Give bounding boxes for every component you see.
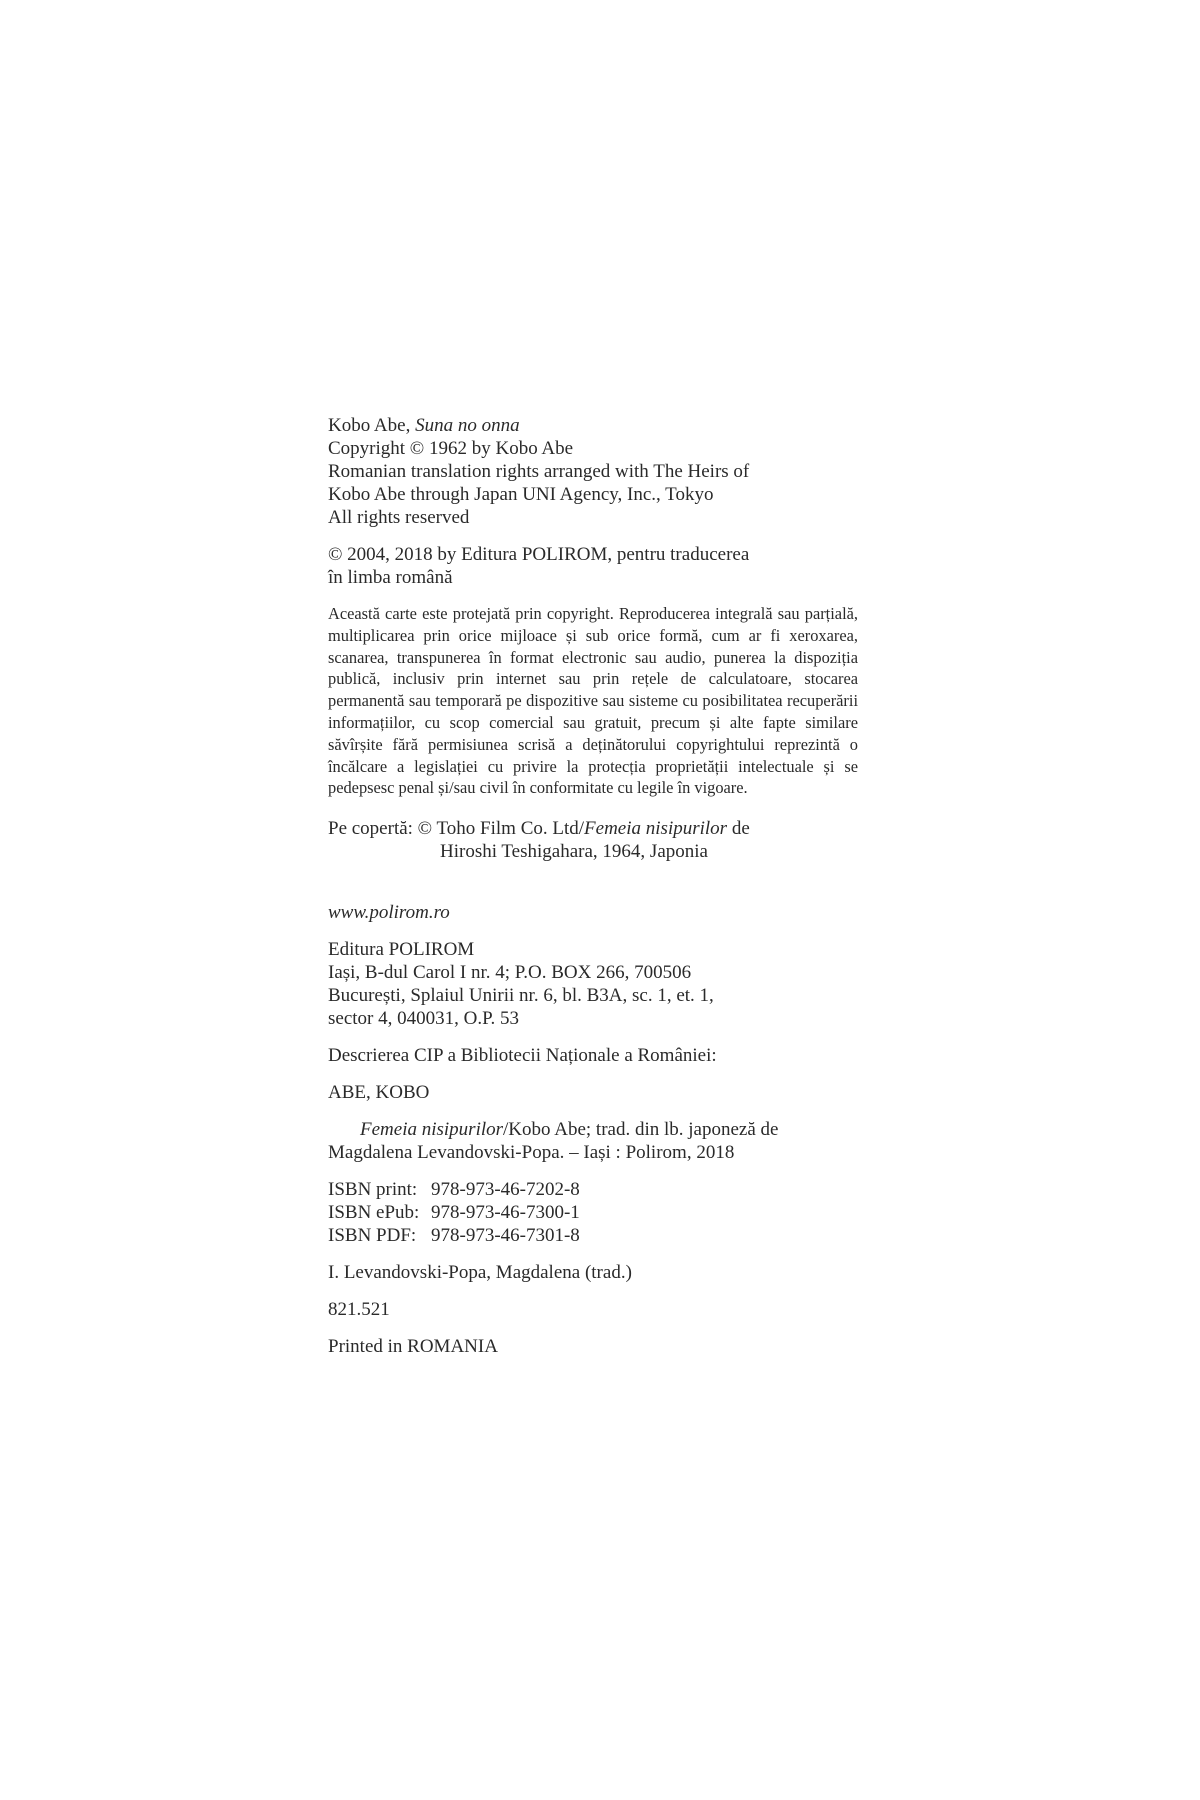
- cover-credit-line-2: Hiroshi Teshigahara, 1964, Japonia: [440, 841, 708, 863]
- isbn-value: 978-973-46-7202-8: [431, 1179, 580, 1201]
- cover-film-title: Femeia nisipurilor: [584, 818, 728, 840]
- publisher-address-3: sector 4, 040031, O.P. 53: [328, 1008, 520, 1030]
- isbn-label: ISBN PDF:: [328, 1225, 417, 1247]
- cip-author: ABE, KOBO: [328, 1082, 430, 1104]
- publisher-address-1: Iași, B-dul Carol I nr. 4; P.O. BOX 266, 700506: [328, 962, 692, 984]
- translation-copyright-line-2: în limba română: [328, 567, 453, 588]
- publisher-block: [328, 938, 858, 1030]
- cover-credit-suffix: de: [727, 818, 750, 840]
- isbn-row: [328, 1201, 858, 1224]
- publisher-name: Editura POLIROM: [328, 939, 475, 961]
- isbn-label: ISBN print:: [328, 1179, 418, 1201]
- legal-notice-block: [328, 603, 858, 799]
- printed-in: Printed in ROMANIA: [328, 1336, 498, 1358]
- isbn-label: ISBN ePub:: [328, 1202, 420, 1224]
- author-title-line: [328, 414, 858, 437]
- cip-title-block: [328, 1118, 858, 1164]
- cover-credit-block: [328, 817, 858, 863]
- cip-classification: 821.521: [328, 1299, 390, 1321]
- author-name: Kobo Abe,: [328, 415, 416, 436]
- rights-reserved: All rights reserved: [328, 507, 470, 528]
- isbn-list: [328, 1178, 858, 1247]
- cip-title-italic: Femeia nisipurilor: [360, 1119, 504, 1141]
- original-copyright-block: [328, 414, 858, 529]
- cip-translator: I. Levandovski-Popa, Magdalena (trad.): [328, 1262, 632, 1284]
- legal-notice: Această carte este protejată prin copyright. Reproducerea integrală sau parțială, multiplicarea prin orice mijloace și sub orice formă, cum ar fi xeroxarea, scanarea, transpunerea în format electronic sau audio, punerea la dispoziția publică, inclusiv prin internet sau prin rețele de calculatoare, stocarea permanentă sau temporară pe dispozitive sau sisteme cu posibilitatea recuperării informațiilor, cu scop comercial sau gratuit, precum și alte fapte similare săvîrșite fără permisiunea scrisă a deținătorului copyrightului reprezintă o încălcare a legislației cu privire la protecția proprietății intelectuale și se pedepsesc penal și/sau civil în conformitate cu legile în vigoare.: [328, 604, 858, 798]
- cip-title-line-2: Magdalena Levandovski-Popa. – Iași : Polirom, 2018: [328, 1142, 735, 1164]
- cover-credit-prefix: Pe copertă: © Toho Film Co. Ltd/: [328, 818, 585, 840]
- rights-line-2: Kobo Abe through Japan UNI Agency, Inc., Tokyo: [328, 484, 714, 505]
- cip-title-rest: /Kobo Abe; trad. din lb. japoneză de: [503, 1119, 779, 1141]
- translation-copyright-line-1: © 2004, 2018 by Editura POLIROM, pentru traducerea: [328, 544, 750, 565]
- publisher-address-2: București, Splaiul Unirii nr. 6, bl. B3A, sc. 1, et. 1,: [328, 985, 714, 1007]
- cip-heading: Descrierea CIP a Bibliotecii Naționale a României:: [328, 1045, 717, 1067]
- original-title: Suna no onna: [415, 415, 520, 436]
- rights-line-1: Romanian translation rights arranged with The Heirs of: [328, 461, 750, 482]
- copyright-page: [328, 414, 858, 1358]
- publisher-website: www.polirom.ro: [328, 902, 450, 924]
- isbn-value: 978-973-46-7300-1: [431, 1202, 580, 1224]
- copyright-line: Copyright © 1962 by Kobo Abe: [328, 438, 574, 459]
- isbn-row: [328, 1178, 858, 1201]
- translation-copyright-block: [328, 543, 858, 589]
- isbn-row: [328, 1224, 858, 1247]
- cip-title-line-1: [328, 1118, 858, 1141]
- cover-credit-line-1: [328, 817, 858, 840]
- isbn-value: 978-973-46-7301-8: [431, 1225, 580, 1247]
